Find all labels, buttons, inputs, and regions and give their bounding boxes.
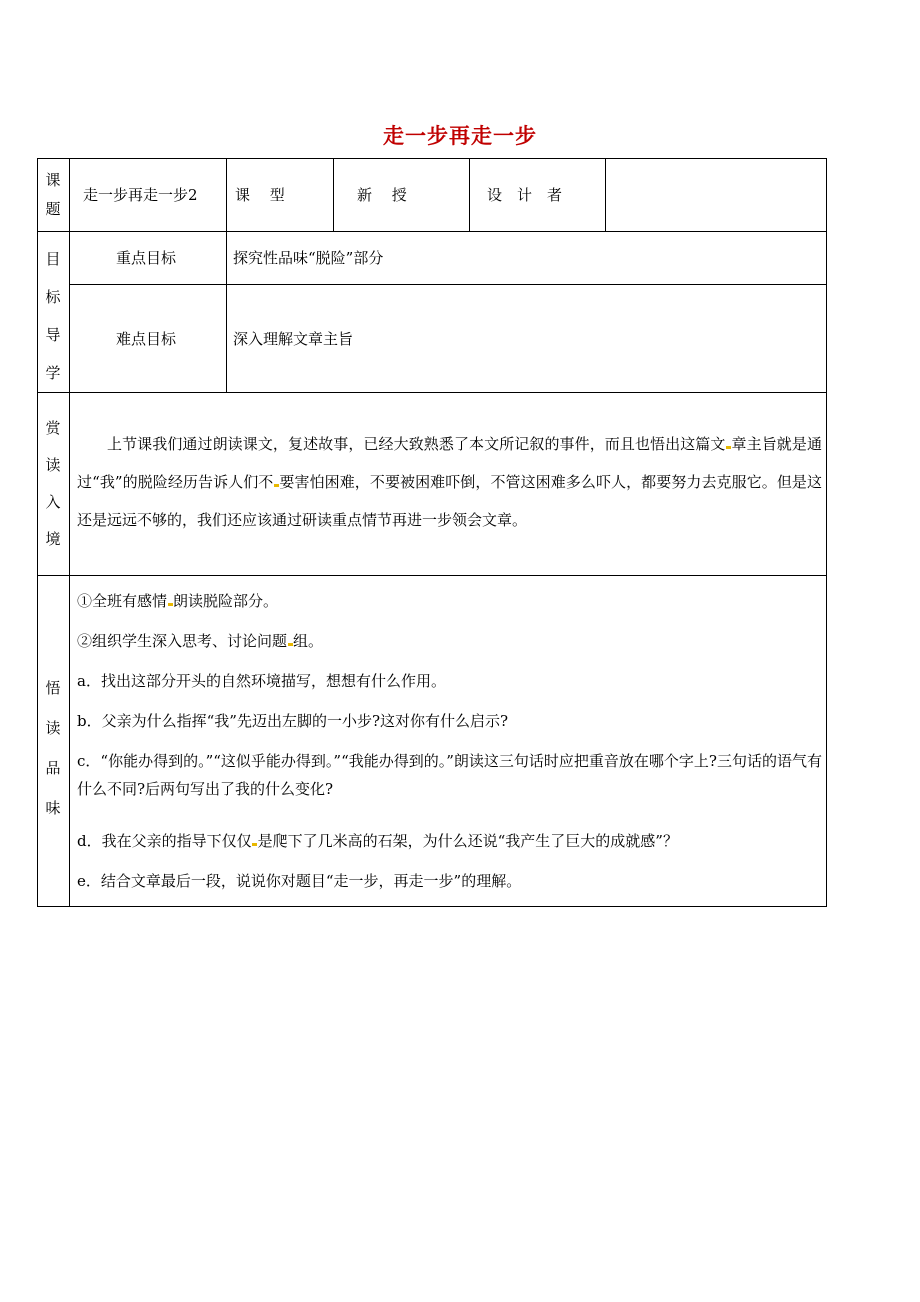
study-label-char: 味 (45, 799, 61, 817)
col-divider (605, 158, 606, 232)
study-item-c: c．“你能办得到的。”“这似乎能办得到。”“我能办得到的。”朗读这三句话时应把重音放在哪个字上?三句话的语气有什么不同?后两句写出了我的什么变化? (77, 752, 822, 798)
intro-label-char: 入 (45, 493, 61, 511)
hard-goal-label: 难点目标 (116, 330, 177, 348)
intro-text: 章主旨就是通过“我”的脱险经历告诉人们不 (77, 435, 822, 491)
col-divider (226, 158, 227, 393)
lesson-type-label: 课 型 (235, 186, 285, 204)
page-title: 走一步再走一步 (383, 124, 537, 148)
study-label-char: 读 (45, 719, 61, 737)
intro-paragraph (77, 425, 822, 539)
study-item-text: d．我在父亲的指导下仅仅 (77, 832, 252, 850)
study-label (37, 668, 69, 828)
study-item-2 (77, 631, 323, 651)
goals-label-char: 学 (45, 364, 61, 382)
col-divider (333, 158, 334, 232)
study-label-char: 品 (45, 759, 61, 777)
goals-label-char: 目 (45, 250, 61, 268)
goals-label-char: 导 (45, 326, 61, 344)
key-goal-value: 探究性品味“脱险”部分 (233, 249, 384, 267)
topic-label (37, 166, 69, 224)
intro-label (37, 410, 69, 558)
col-divider (69, 158, 70, 907)
topic-label-char: 课 (45, 171, 61, 189)
intro-label-char: 赏 (45, 419, 61, 437)
col-divider (469, 158, 470, 232)
hard-goal-value: 深入理解文章主旨 (233, 330, 354, 348)
intro-label-char: 境 (45, 530, 61, 548)
row-divider (37, 575, 827, 576)
study-label-char: 悟 (45, 679, 61, 697)
mark-dot (168, 603, 173, 606)
row-divider (69, 284, 827, 285)
study-item-text: ①全班有感情 (77, 592, 168, 610)
table-border-bottom (37, 906, 827, 907)
table-border-right (826, 158, 827, 907)
mark-dot (252, 843, 257, 846)
intro-text: 要害怕困难，不要被困难吓倒，不管这困难多么吓人，都要努力去克服它。但是这还是远远不够的，我们还应该通过研读重点情节再进一步领会文章。 (77, 473, 822, 529)
row-divider (37, 231, 827, 232)
intro-text: 上节课我们通过朗读课文，复述故事，已经大致熟悉了本文所记叙的事件，而且也悟出这篇文 (107, 435, 726, 453)
study-item-d (77, 831, 678, 851)
goals-label-char: 标 (45, 288, 61, 306)
table-border-top (37, 158, 827, 159)
designer-label: 设 计 者 (487, 186, 563, 204)
intro-label-char: 读 (45, 456, 61, 474)
study-item-e: e．结合文章最后一段，说说你对题目“走一步，再走一步”的理解。 (77, 872, 522, 890)
goals-label (37, 240, 69, 392)
lesson-type-value: 新 授 (357, 186, 407, 204)
row-divider (37, 392, 827, 393)
study-item-text: 组。 (293, 632, 324, 650)
key-goal-label: 重点目标 (116, 249, 177, 267)
study-item-text: ②组织学生深入思考、讨论问题 (77, 632, 288, 650)
study-item-text: 朗读脱险部分。 (173, 592, 279, 610)
mark-dot (288, 643, 293, 646)
study-item-1 (77, 591, 278, 611)
study-item-b: b．父亲为什么指挥“我”先迈出左脚的一小步?这对你有什么启示? (77, 712, 509, 730)
study-item-a: a．找出这部分开头的自然环境描写，想想有什么作用。 (77, 672, 446, 690)
lesson-title-cell: 走一步再走一步2 (83, 186, 198, 204)
study-item-text: 是爬下了几米高的石架，为什么还说“我产生了巨大的成就感”？ (257, 832, 678, 850)
topic-label-char: 题 (45, 200, 61, 218)
